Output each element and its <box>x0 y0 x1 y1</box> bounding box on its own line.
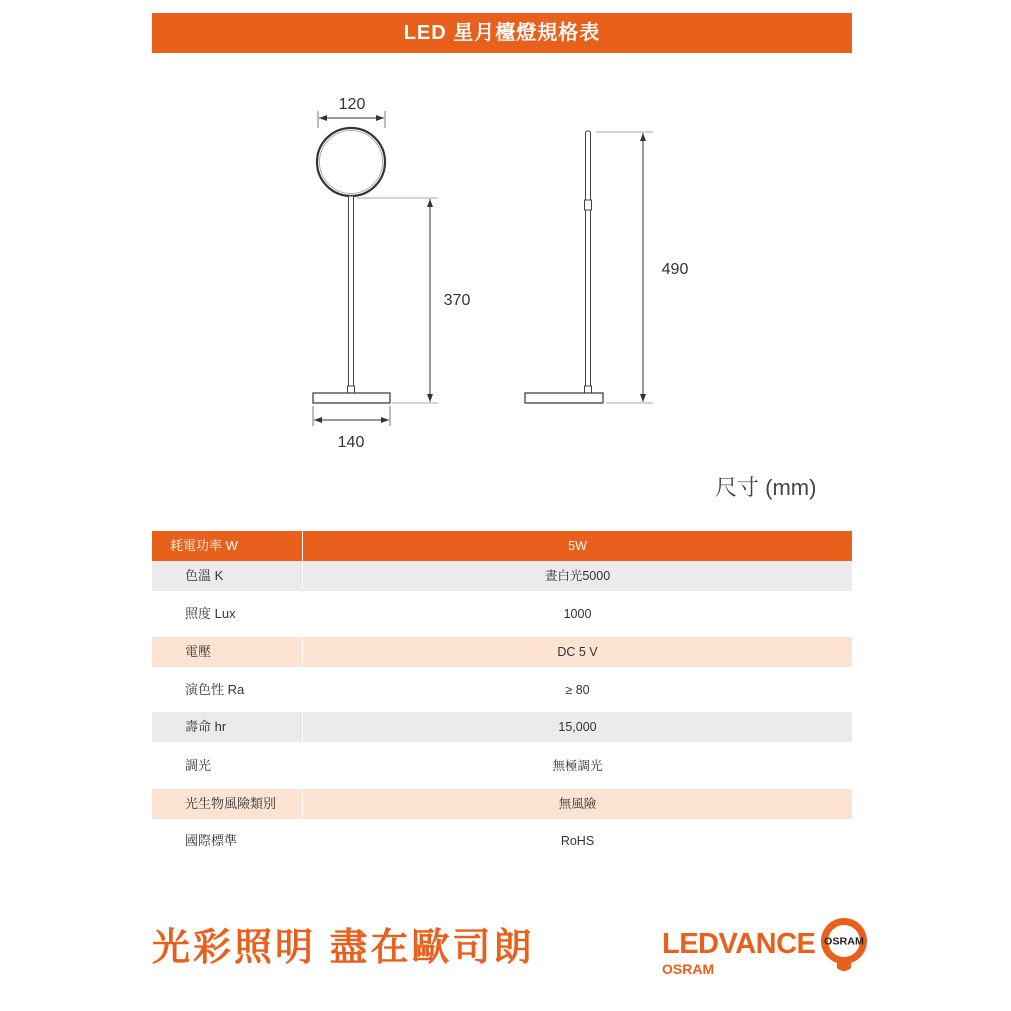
spec-label: 光生物風險類別 <box>152 789 302 819</box>
osram-bulb-icon <box>818 916 870 974</box>
spec-value: 無風險 <box>303 789 852 819</box>
spec-label: 調光 <box>185 758 212 773</box>
spec-label: 壽命 hr <box>152 712 302 742</box>
dimension-stem-height <box>357 198 470 403</box>
spec-row-cri <box>152 675 852 705</box>
spec-value: 1000 <box>563 607 592 621</box>
brand-logo-ledvance: LEDVANCE <box>662 928 816 960</box>
spec-value: ≥ 80 <box>565 683 590 697</box>
dim-total-height-label: 490 <box>661 261 689 278</box>
spec-value: 晝白光5000 <box>303 561 852 591</box>
spec-label: 電壓 <box>152 637 302 667</box>
spec-value: RoHS <box>560 834 595 848</box>
spec-label: 演色性 Ra <box>185 682 245 697</box>
spec-row-dimming <box>152 751 852 781</box>
lamp-base-front <box>313 393 390 403</box>
spec-label: 國際標準 <box>185 833 238 848</box>
spec-value: DC 5 V <box>303 637 852 667</box>
spec-label: 色溫 K <box>152 561 302 591</box>
dimension-diagram <box>0 0 1011 470</box>
spec-row-photobio-risk <box>152 789 852 819</box>
footer-slogan: 光彩照明 盡在歐司朗 <box>152 927 535 969</box>
page-title: LED 星月檯燈規格表 <box>152 13 852 53</box>
spec-row-power <box>152 531 852 561</box>
spec-value: 無極調光 <box>552 759 603 773</box>
lamp-stem-front <box>349 196 354 386</box>
spec-row-illuminance <box>152 599 852 629</box>
lamp-head-front <box>317 128 385 196</box>
dimension-base-width <box>313 406 390 451</box>
dimension-total-height <box>596 132 688 403</box>
brand-logo-sub: OSRAM <box>662 961 715 977</box>
lamp-front-view <box>313 128 390 403</box>
dimension-head-width <box>318 96 385 128</box>
lamp-side-view <box>525 131 603 403</box>
osram-logo-text: OSRAM <box>824 936 864 948</box>
dim-head-width-label: 120 <box>338 96 366 113</box>
lamp-joint-side-lower <box>585 386 592 393</box>
lamp-joint-side-upper <box>585 200 592 210</box>
spec-value: 15,000 <box>303 712 852 742</box>
unit-label: 尺寸 (mm) <box>715 475 817 500</box>
lamp-joint-front <box>348 386 355 393</box>
spec-label: 照度 Lux <box>185 606 236 621</box>
spec-row-voltage <box>152 637 852 667</box>
spec-row-standard <box>152 826 852 856</box>
lamp-base-side <box>525 393 603 403</box>
spec-row-color-temp <box>152 561 852 591</box>
spec-label: 耗電功率 W <box>152 531 302 561</box>
spec-value: 5W <box>303 531 852 561</box>
dim-base-width-label: 140 <box>337 434 365 451</box>
spec-row-lifetime <box>152 712 852 742</box>
dim-stem-height-label: 370 <box>443 292 471 309</box>
lamp-pole-side <box>586 131 591 393</box>
